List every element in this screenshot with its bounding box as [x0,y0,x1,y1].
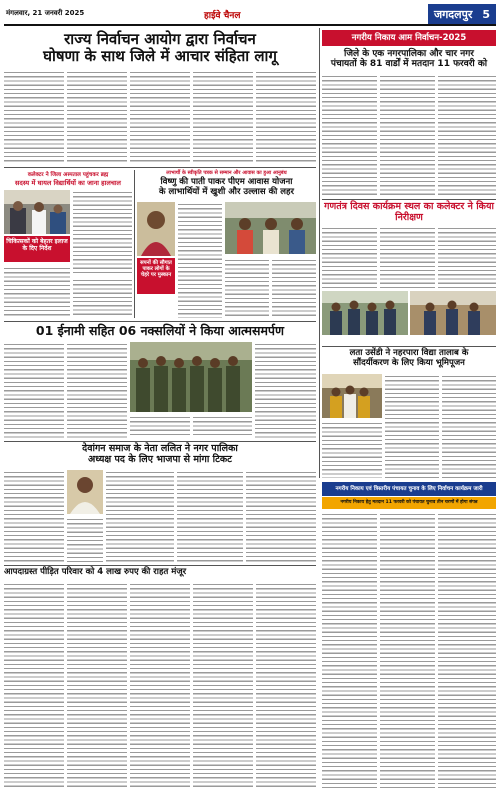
story7-headline [322,49,496,70]
story4-headline: 01 ईनामी सहित 06 नक्सलियों ने किया आत्मसमर्पण [35,323,285,338]
bhoomipujan-photo [322,374,382,418]
divider [322,199,496,200]
story7-headline-line1: जिले के एक नगरपालिका और चार नगर [344,49,474,59]
election-band: नगरीय निकाय आम निर्वाचन-2025 [322,30,496,46]
story9-column-3 [322,421,382,478]
story6-column-5 [256,582,316,790]
story3-column-1 [178,202,222,318]
story6-column-4 [193,582,253,790]
divider [4,321,316,322]
story3-headline-line1: विष्णु की पाती पाकर पीएम आवास योजना [160,177,293,187]
story4-column-3 [130,415,190,438]
story1-column-5 [256,70,316,164]
story5-column-5 [246,470,316,562]
story7-headline-line2: पंचायतों के 81 वार्डों में मतदान 11 फरवरी को [330,59,488,70]
story10-column-3 [438,512,496,790]
story9-headline [322,349,496,369]
story5-column-1 [4,470,64,562]
story2-box-title: चिकित्सकों को बेहतर इलाज के दिए निर्देश [4,236,70,262]
story9-headline-line2: सौंदर्यीकरण के लिए किया भूमिपूजन [353,357,465,368]
story7-column-3 [438,74,496,196]
story5-headline [4,444,316,466]
story3-headline [137,178,316,198]
story1-headline-line1: राज्य निर्वाचन आयोग द्वारा निर्वाचन [64,30,256,48]
divider [134,170,135,318]
story9-column-2 [442,374,496,478]
story5-column-2 [106,470,174,562]
story7-column-2 [380,74,435,196]
story10-column-2 [380,512,435,790]
story2-strap-line2: सदस्य में घायल विद्यार्थियों का जाना हालचाल [15,179,121,187]
story2-column-1 [73,190,132,274]
story8-column-2 [380,226,435,288]
story4-column-1 [4,342,64,438]
divider [4,441,316,442]
story1-headline [4,31,316,66]
story6-column-3 [130,582,190,790]
divider [322,346,496,347]
beneficiary-photo [225,202,316,254]
story8-column-1 [322,226,377,288]
story3-column-2 [225,258,269,318]
story4-column-5 [255,342,316,438]
story9-column-1 [385,374,439,478]
collector-inspection-photo [322,291,408,335]
story8-headline: गणतंत्र दिवस कार्यक्रम स्थल का कलेक्टर ने किया निरीक्षण [324,201,494,223]
story1-column-4 [193,70,253,164]
story5-column-4 [177,470,243,562]
schedule-subband: नगरीय निकाय हेतु मतदान 11 फरवरी को पंचायत चुनाव तीन चरणों में होगा संपन्न [322,497,496,509]
lalit-portrait [67,470,103,514]
story9-headline-line1: लता उसेंडी ने नहरपारा विद्या तालाब के [349,348,469,358]
city-banner [428,4,496,24]
story4-column-2 [67,342,127,438]
beneficiary-portrait [137,202,175,256]
story10-column-1 [322,512,377,790]
story3-column-3 [272,258,316,318]
surrender-photo [130,342,252,412]
page-number: 5 [482,7,490,21]
story4-column-4 [193,415,252,438]
story7-column-1 [322,74,377,196]
story1-column-3 [130,70,190,164]
story1-column-1 [4,70,64,164]
newspaper-page [4,4,496,790]
story6-headline: आपदाग्रस्त पीड़ित परिवार को 4 लाख रुपए की राहत मंजूर [4,567,187,577]
schedule-band: नगरीय निकाय एवं त्रिस्तरीय पंचायत चुनाव के लिए निर्वाचन कार्यक्रम जारी [322,482,496,496]
story1-headline-line2: घोषणा के साथ जिले में आचार संहिता लागू [43,47,277,66]
masthead [4,4,496,26]
story8-column-3 [438,226,496,288]
story6-column-2 [67,582,127,790]
story2-strap-line1: कलेक्टर ने जिला अस्पताल पहुंचकर ब्रह्म [27,172,109,178]
story1-column-2 [67,70,127,164]
section-divider [319,28,320,478]
divider [4,565,316,566]
story6-column-1 [4,582,64,790]
story3-kicker: लाभार्थी के स्वीकृति पत्रक से सम्मान और आवास का हुआ आनुबंध [166,170,287,176]
story5-headline-line2: अध्यक्ष पद के लिए भाजपा से मांगा टिकट [88,453,232,465]
divider [4,167,316,168]
city-name: जगदलपुर [433,7,473,21]
story3-pull-quote: सपनों की सौगात पाकर लोगों के चेहरे पर मुस्कान [137,258,175,294]
story2-column-3 [73,278,132,318]
hospital-photo [4,190,70,234]
paper-name: हाईवे चैनल [204,11,241,21]
story2-strap [4,170,132,187]
story2-column-2 [4,266,70,318]
ground-photo [410,291,496,335]
story5-column-3 [67,517,103,562]
story5-headline-line1: देवांगन समाज के नेता ललित ने नगर पालिका [82,443,238,454]
issue-date: मंगलवार, 21 जनवरी 2025 [6,9,85,17]
story3-headline-line2: के लाभार्थियों में खुशी और उल्लास की लहर [158,186,295,197]
